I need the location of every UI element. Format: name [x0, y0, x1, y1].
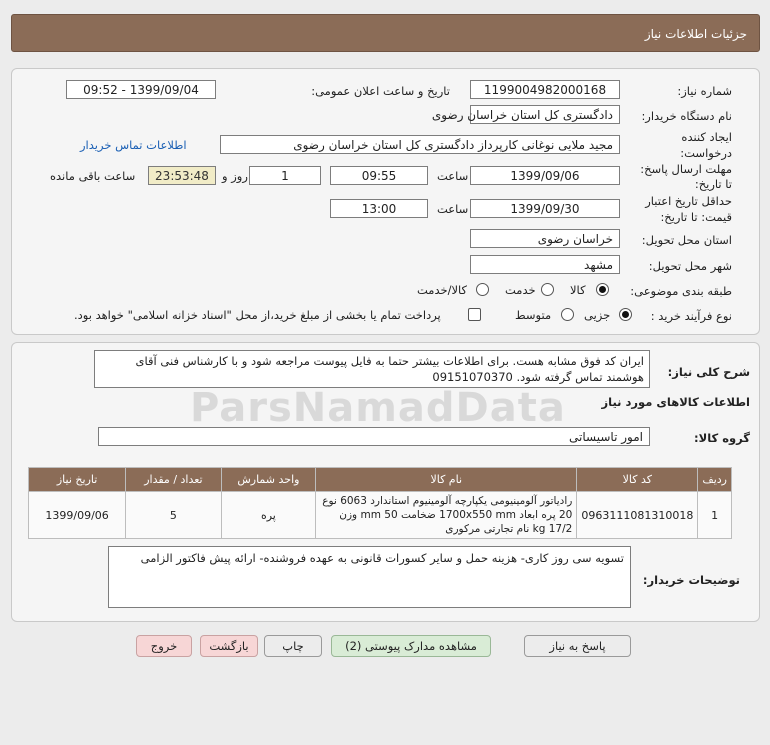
- buyer-org-field: دادگستری کل استان خراسان رضوی: [470, 105, 620, 124]
- province-field: خراسان رضوی: [470, 229, 620, 248]
- watermark-text: ParsNamadData: [190, 385, 566, 431]
- need-number-label: شماره نیاز:: [677, 84, 732, 98]
- description-label: شرح کلی نیاز:: [667, 365, 750, 379]
- goods-group-label: گروه کالا:: [694, 431, 750, 445]
- print-button[interactable]: چاپ: [264, 635, 322, 657]
- process-option-minor: جزیی: [584, 308, 611, 322]
- goods-group-field: امور تاسیساتی: [98, 427, 650, 446]
- buyer-notes-text: تسویه سی روز کاری- هزینه حمل و سایر کسورات قانونی به عهده فروشنده- ارائه پیش فاکتور الزامی: [140, 551, 624, 565]
- province-label: استان محل تحویل:: [641, 233, 732, 247]
- buyer-contact-link[interactable]: اطلاعات تماس خریدار: [80, 138, 187, 152]
- validity-time-label: ساعت: [437, 202, 469, 216]
- cell-unit: پره: [221, 492, 315, 539]
- description-line-2: هوشمند تماس گرفته شود. 09151070370: [432, 370, 644, 384]
- deadline-time-field: 09:55: [330, 166, 428, 185]
- goods-section-title: اطلاعات کالاهای مورد نیاز: [601, 395, 750, 409]
- col-unit: واحد شمارش: [221, 468, 315, 492]
- exit-button[interactable]: خروج: [136, 635, 192, 657]
- city-label: شهر محل تحویل:: [648, 259, 732, 273]
- process-radio-minor[interactable]: [619, 308, 632, 321]
- col-code: کد کالا: [577, 468, 698, 492]
- attachments-button[interactable]: مشاهده مدارک پیوستی (2): [331, 635, 491, 657]
- cell-name: رادیاتور آلومینیومی یکپارچه آلومینیوم استاندارد 6063 نوع 20 پره ابعاد 1700x550 mm ضخامت 50 mm وزن 17/2 kg نام تجارتی مرکوری: [316, 492, 577, 539]
- process-option-medium: متوسط: [515, 308, 552, 322]
- cell-date: 1399/09/06: [29, 492, 126, 539]
- validity-date-field: 1399/09/30: [470, 199, 620, 218]
- buyer-notes-box: [108, 546, 631, 608]
- deadline-label-1: مهلت ارسال پاسخ:: [640, 162, 732, 176]
- process-label: نوع فرآیند خرید :: [650, 309, 732, 323]
- payment-note: پرداخت تمام یا بخشی از مبلغ خرید،از محل "اسناد خزانه اسلامی" خواهد بود.: [74, 308, 441, 322]
- process-radio-medium[interactable]: [561, 308, 574, 321]
- category-option-goods: کالا: [570, 283, 586, 297]
- category-label: طبقه بندی موضوعی:: [630, 284, 732, 298]
- category-option-goods-service: کالا/خدمت: [417, 283, 468, 297]
- col-name: نام کالا: [316, 468, 577, 492]
- goods-table: [28, 467, 732, 539]
- category-radio-service[interactable]: [541, 283, 554, 296]
- days-label: روز و: [222, 169, 248, 183]
- announce-label: تاریخ و ساعت اعلان عمومی:: [311, 84, 450, 98]
- cell-qty: 5: [126, 492, 221, 539]
- table-row: [29, 492, 732, 539]
- reply-button[interactable]: پاسخ به نیاز: [524, 635, 631, 657]
- deadline-time-label: ساعت: [437, 169, 469, 183]
- category-option-service: خدمت: [505, 283, 536, 297]
- cell-code: 0963111081310018: [577, 492, 698, 539]
- validity-label-1: حداقل تاریخ اعتبار: [645, 194, 732, 208]
- category-radio-goods[interactable]: [596, 283, 609, 296]
- days-field: 1: [249, 166, 321, 185]
- remaining-time-field: 23:53:48: [148, 166, 216, 185]
- payment-checkbox[interactable]: [468, 308, 481, 321]
- deadline-label-2: تا تاریخ:: [694, 177, 732, 191]
- category-radio-goods-service[interactable]: [476, 283, 489, 296]
- page-title: جزئیات اطلاعات نیاز: [644, 27, 747, 41]
- deadline-date-field: 1399/09/06: [470, 166, 620, 185]
- goods-table-header: [29, 468, 732, 492]
- description-box: [94, 350, 650, 388]
- description-line-1: ایران کد فوق مشابه هست. برای اطلاعات بیشتر حتما به فایل پیوست مراجعه شود و با کارشناس فنی آقای: [135, 354, 644, 368]
- creator-field: مجید ملایی نوغانی کارپرداز دادگستری کل استان خراسان رضوی: [220, 135, 620, 154]
- col-qty: تعداد / مقدار: [126, 468, 221, 492]
- validity-label-2: قیمت: تا تاریخ:: [660, 210, 732, 224]
- back-button[interactable]: بازگشت: [200, 635, 258, 657]
- buyer-org-label: نام دستگاه خریدار:: [641, 109, 732, 123]
- announce-field: 1399/09/04 - 09:52: [66, 80, 216, 99]
- cell-row: 1: [698, 492, 732, 539]
- col-date: تاریخ نیاز: [29, 468, 126, 492]
- page-header: [11, 14, 760, 52]
- remaining-label: ساعت باقی مانده: [50, 169, 136, 183]
- city-field: مشهد: [470, 255, 620, 274]
- col-row: ردیف: [698, 468, 732, 492]
- validity-time-field: 13:00: [330, 199, 428, 218]
- need-number-field: 1199004982000168: [470, 80, 620, 99]
- creator-label-1: ایجاد کننده: [681, 130, 732, 144]
- buyer-notes-label: توضیحات خریدار:: [642, 573, 740, 587]
- creator-label-2: درخواست:: [680, 146, 732, 160]
